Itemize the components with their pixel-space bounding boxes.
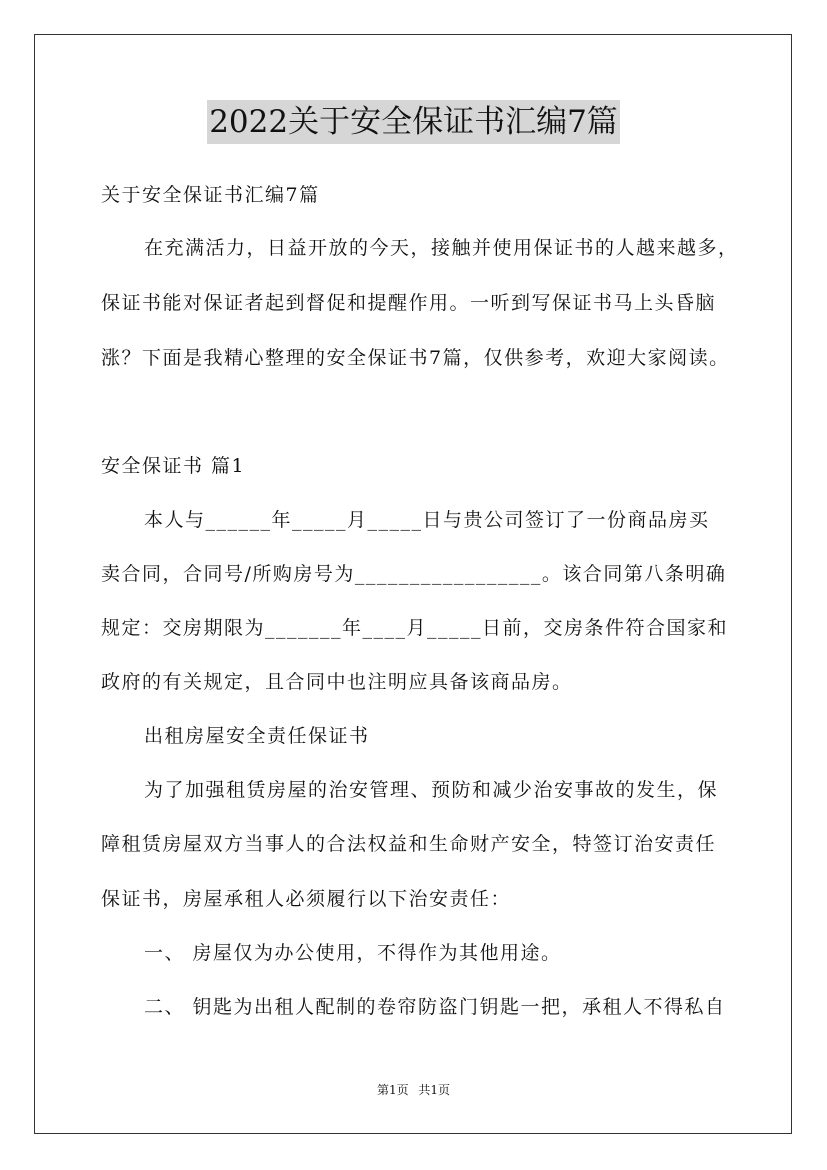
paragraph-line: 在充满活力，日益开放的今天，接触并使用保证书的人越来越多，	[144, 237, 739, 259]
list-item: 二、 钥匙为出租人配制的卷帘防盗门钥匙一把，承租人不得私自	[144, 996, 726, 1018]
paragraph-line: 为了加强租赁房屋的治安管理、预防和减少治安事故的发生，保	[144, 779, 719, 801]
document-title-wrap	[0, 100, 827, 144]
paragraph-line: 政府的有关规定，且合同中也注明应具备该商品房。	[101, 671, 573, 693]
page-footer	[0, 1082, 827, 1098]
paragraph-line: 卖合同，合同号/所购房号为_________________。该合同第八条明确	[101, 563, 727, 585]
paragraph-line: 保证书，房屋承租人必须履行以下治安责任：	[101, 888, 512, 910]
paragraph-line: 保证书能对保证者起到督促和提醒作用。一听到写保证书马上头昏脑	[101, 292, 717, 314]
page-total: 共1页	[418, 1083, 451, 1097]
paragraph-line: 涨？下面是我精心整理的安全保证书7篇，仅供参考，欢迎大家阅读。	[101, 347, 730, 369]
paragraph-line: 障租赁房屋双方当事人的合法权益和生命财产安全，特签订治安责任	[101, 833, 717, 855]
subheading-line: 出租房屋安全责任保证书	[144, 725, 370, 747]
page-number: 第1页	[376, 1083, 409, 1097]
section-heading: 安全保证书 篇1	[101, 455, 246, 477]
document-title: 2022关于安全保证书汇编7篇	[207, 100, 620, 144]
list-item: 一、 房屋仅为办公使用，不得作为其他用途。	[144, 942, 562, 964]
paragraph-line: 本人与______年_____月_____日与贵公司签订了一份商品房买	[144, 509, 710, 531]
subtitle-line: 关于安全保证书汇编7篇	[101, 184, 320, 206]
paragraph-line: 规定：交房期限为_______年____月_____日前，交房条件符合国家和	[101, 617, 729, 639]
